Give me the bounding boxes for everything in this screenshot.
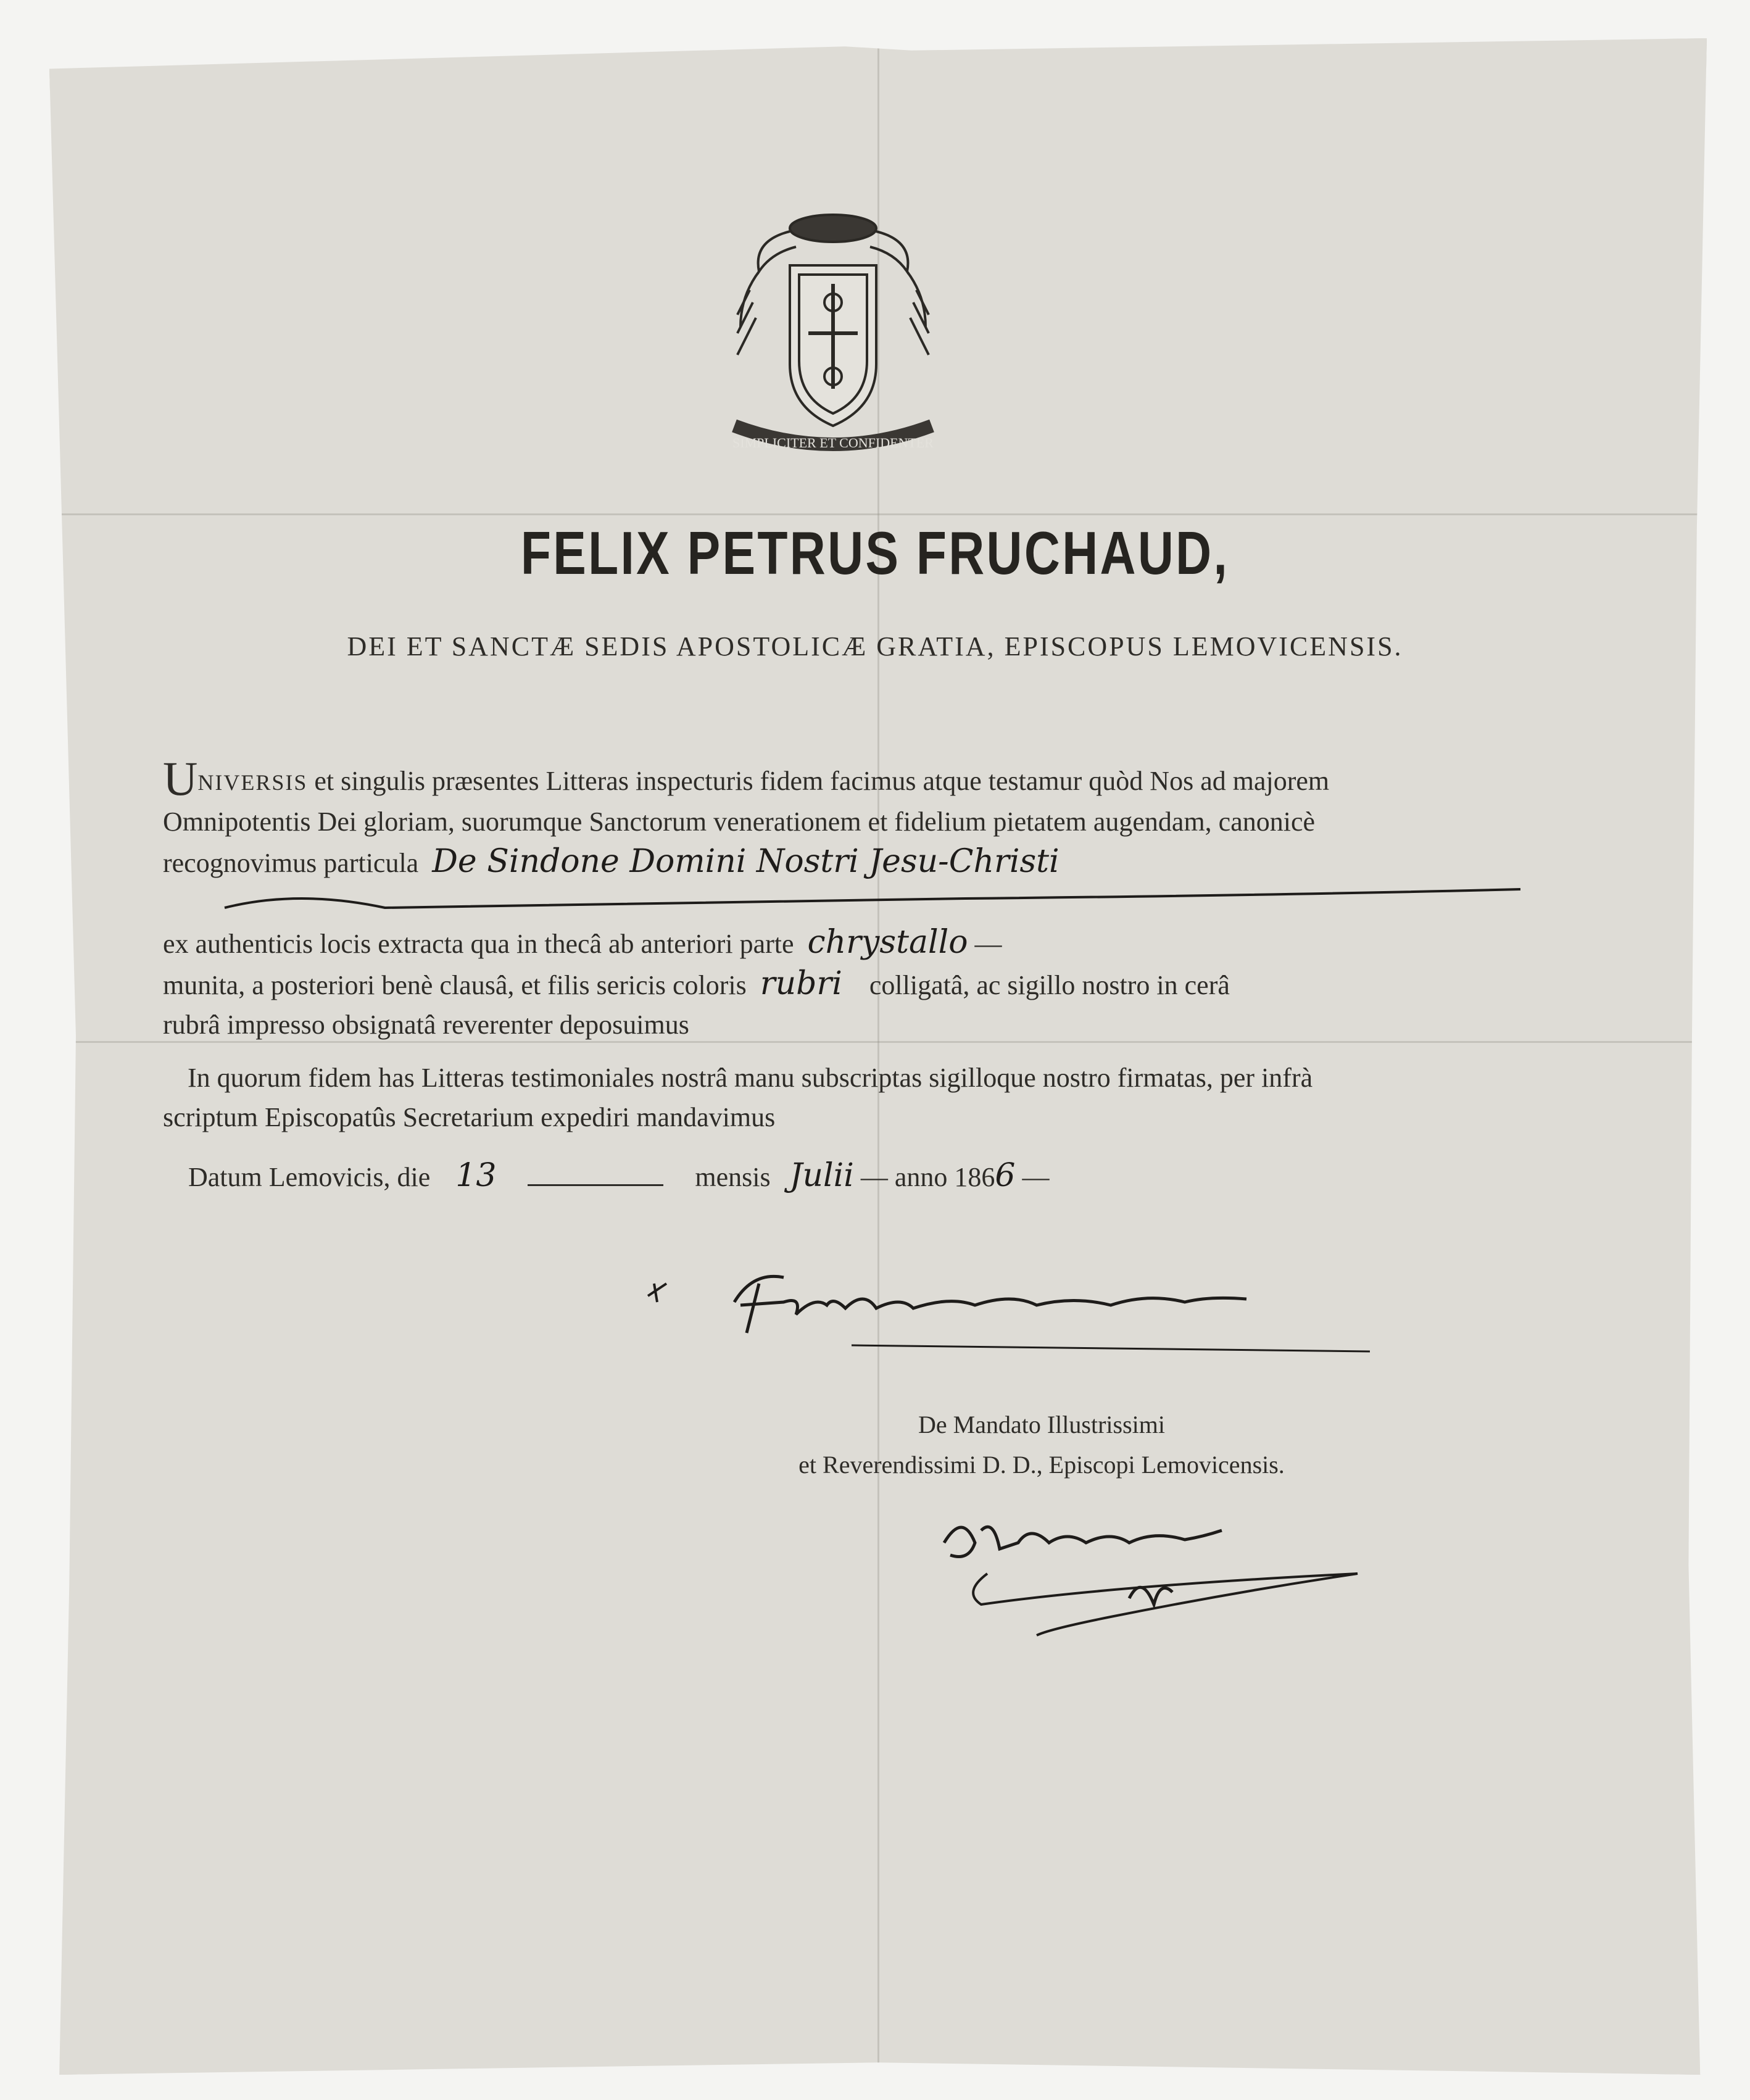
mandate-line: et Reverendissimi D. D., Episcopi Lemovicensis. (798, 1451, 1285, 1479)
body-line: munita, a posteriori benè clausâ, et filis sericis coloris rubri colligatâ, ac sigillo nostro in cerâ (163, 965, 1230, 1002)
bishop-signature (642, 1259, 1382, 1373)
handwritten-color: rubri (760, 965, 842, 1002)
body-line: UNIVERSIS et singulis præsentes Litteras inspecturis fidem facimus atque testamur quòd Nos ad majorem (163, 752, 1330, 805)
handwritten-relic-name: De Sindone Domini Nostri Jesu-Christi (432, 843, 1060, 880)
body-line: Omnipotentis Dei gloriam, suorumque Sanctorum venerationem et fidelium pietatem augendam, canonicè (163, 807, 1316, 837)
document-title: FELIX PETRUS FRUCHAUD, (520, 519, 1230, 587)
handwritten-month: Julii (789, 1157, 854, 1194)
attestation-paragraph (163, 1058, 1570, 1137)
mandate-line: De Mandato Illustrissimi (918, 1411, 1165, 1438)
handwritten-year-digit: 6 (995, 1157, 1016, 1194)
body-line: rubrâ impresso obsignatâ reverenter deposuimus (163, 1010, 689, 1040)
body-line: In quorum fidem has Litteras testimoniales nostrâ manu subscriptas sigilloque nostro firmatas, per infrà (188, 1063, 1313, 1093)
handwritten-material: chrystallo (807, 924, 968, 961)
body-line: recognovimus particula De Sindone Domini Nostri Jesu-Christi (163, 843, 1060, 880)
certificate-paragraph (163, 752, 1570, 1045)
crest-motto: SIMPLICITER ET CONFIDENTER (732, 435, 934, 450)
blank-rule (528, 1184, 663, 1186)
fold-line-horizontal (49, 513, 1707, 515)
handwritten-flourish (163, 883, 1570, 920)
document-subtitle: DEI ET SANCTÆ SEDIS APOSTOLICÆ GRATIA, EPISCOPUS LEMOVICENSIS. (347, 631, 1403, 662)
body-line: ex authenticis locis extracta qua in thecâ ab anteriori parte chrystallo — (163, 924, 1002, 961)
handwritten-day: 13 (455, 1157, 497, 1194)
date-line: Datum Lemovicis, die 13 mensis Julii — anno 1866 — (188, 1157, 1050, 1194)
body-line: scriptum Episcopatûs Secretarium expediri mandavimus (163, 1102, 776, 1132)
episcopal-crest-icon (716, 204, 950, 475)
body-line (163, 883, 1570, 923)
secretary-signature (926, 1506, 1419, 1669)
dropcap-letter: U (163, 752, 198, 805)
